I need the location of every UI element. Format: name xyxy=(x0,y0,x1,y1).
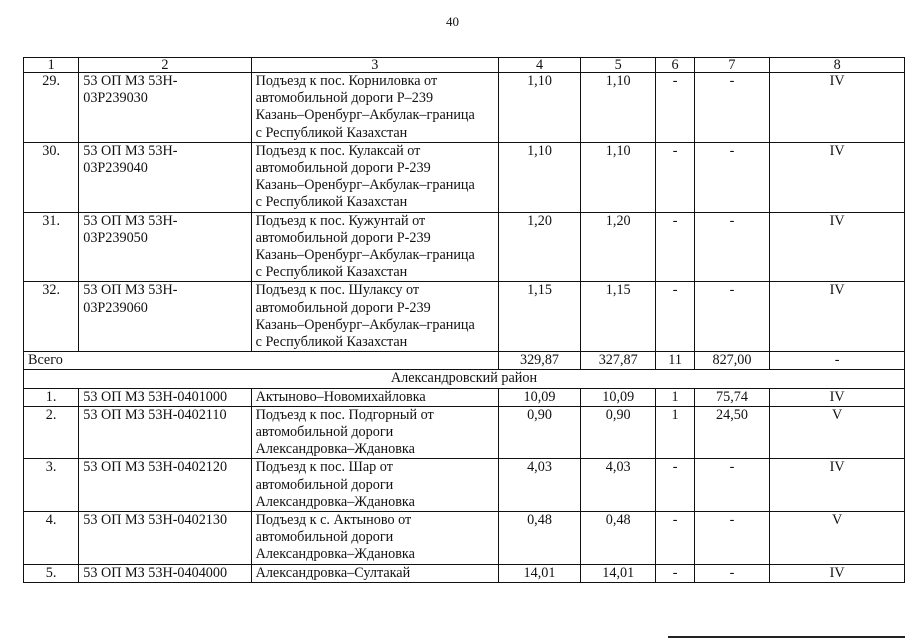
row-number: 3. xyxy=(24,459,79,512)
road-name-line: Александровка–Ждановка xyxy=(255,546,415,563)
table-row xyxy=(24,512,905,565)
road-code-line: 53 ОП МЗ 53Н- xyxy=(83,212,178,229)
table-row xyxy=(24,282,905,352)
road-name-line: Актыново–Новомихайловка xyxy=(255,388,426,405)
table-row xyxy=(24,212,905,282)
road-name-line: автомобильной дороги xyxy=(255,529,394,546)
road-name-line: Подъезд к пос. Подгорный от xyxy=(255,406,434,423)
value-col6: 1 xyxy=(656,406,694,459)
column-number: 6 xyxy=(656,58,694,73)
value-col5: 14,01 xyxy=(580,564,655,582)
column-number: 2 xyxy=(79,58,251,73)
road-name xyxy=(251,73,498,143)
road-name-line: Казань–Оренбург–Акбулак–граница xyxy=(255,177,475,194)
road-name-line: с Республикой Казахстан xyxy=(255,264,408,281)
row-number: 2. xyxy=(24,406,79,459)
value-col6: - xyxy=(656,459,694,512)
value-col7: 75,74 xyxy=(694,388,769,406)
road-code-line: 03Р239060 xyxy=(83,299,148,316)
column-number-row xyxy=(24,58,905,73)
road-name-line: Подъезд к пос. Корниловка от xyxy=(255,73,438,89)
road-name-line: с Республикой Казахстан xyxy=(255,124,408,141)
road-code-line: 53 ОП МЗ 53Н-0404000 xyxy=(83,564,228,581)
value-col6: - xyxy=(656,512,694,565)
road-code xyxy=(79,282,251,352)
total-row xyxy=(24,352,905,370)
total-col7: 827,00 xyxy=(694,352,769,370)
road-code-line: 03Р239050 xyxy=(83,229,148,246)
road-name xyxy=(251,564,498,582)
road-name-line: Казань–Оренбург–Акбулак–граница xyxy=(255,247,475,264)
road-code-line: 03Р239040 xyxy=(83,160,148,177)
road-name xyxy=(251,512,498,565)
road-name xyxy=(251,388,498,406)
road-code xyxy=(79,142,251,212)
road-code xyxy=(79,406,251,459)
value-col7: - xyxy=(694,212,769,282)
column-number: 7 xyxy=(694,58,769,73)
value-col4: 1,10 xyxy=(499,73,581,143)
value-col5: 1,10 xyxy=(580,73,655,143)
column-number: 1 xyxy=(24,58,79,73)
road-name-line: с Республикой Казахстан xyxy=(255,334,408,351)
road-name-line: автомобильной дороги Р-239 xyxy=(255,229,431,246)
road-name-line: Александровка–Ждановка xyxy=(255,441,415,458)
row-number: 29. xyxy=(24,73,79,143)
road-category: IV xyxy=(770,459,905,512)
road-name-line: Подъезд к пос. Шар от xyxy=(255,459,393,476)
table-row xyxy=(24,564,905,582)
road-code-line: 53 ОП МЗ 53Н-0402120 xyxy=(83,459,228,476)
value-col4: 0,90 xyxy=(499,406,581,459)
road-name-line: Александровка–Ждановка xyxy=(255,493,415,510)
value-col5: 1,10 xyxy=(580,142,655,212)
value-col7: - xyxy=(694,142,769,212)
road-code xyxy=(79,212,251,282)
road-name-line: Подъезд к с. Актыново от xyxy=(255,512,412,529)
road-name-line: автомобильной дороги Р-239 xyxy=(255,299,431,316)
road-category: IV xyxy=(770,142,905,212)
road-name-line: Казань–Оренбург–Акбулак–граница xyxy=(255,316,475,333)
value-col5: 4,03 xyxy=(580,459,655,512)
total-col4: 329,87 xyxy=(499,352,581,370)
road-name xyxy=(251,212,498,282)
value-col7: - xyxy=(694,459,769,512)
value-col5: 1,15 xyxy=(580,282,655,352)
road-name-line: Александровка–Султакай xyxy=(255,564,411,581)
road-name-line: автомобильной дороги xyxy=(255,476,394,493)
value-col6: - xyxy=(656,282,694,352)
road-name xyxy=(251,282,498,352)
road-code-line: 53 ОП МЗ 53Н- xyxy=(83,73,178,89)
road-category: IV xyxy=(770,282,905,352)
road-category: V xyxy=(770,406,905,459)
row-number: 5. xyxy=(24,564,79,582)
road-name-line: Казань–Оренбург–Акбулак–граница xyxy=(255,107,475,124)
district-heading: Александровский район xyxy=(24,370,905,388)
total-label: Всего xyxy=(24,352,499,370)
road-code-line: 53 ОП МЗ 53Н- xyxy=(83,142,178,159)
road-code-line: 03Р239030 xyxy=(83,90,148,107)
row-number: 4. xyxy=(24,512,79,565)
value-col6: - xyxy=(656,564,694,582)
value-col6: - xyxy=(656,73,694,143)
row-number: 1. xyxy=(24,388,79,406)
value-col6: 1 xyxy=(656,388,694,406)
total-col5: 327,87 xyxy=(580,352,655,370)
table-row xyxy=(24,388,905,406)
road-name-line: Подъезд к пос. Кужунтай от xyxy=(255,212,426,229)
road-category: IV xyxy=(770,388,905,406)
row-number: 31. xyxy=(24,212,79,282)
value-col5: 1,20 xyxy=(580,212,655,282)
page-number: 40 xyxy=(446,14,459,29)
value-col4: 1,20 xyxy=(499,212,581,282)
value-col7: - xyxy=(694,512,769,565)
road-name-line: Подъезд к пос. Кулаксай от xyxy=(255,142,421,159)
value-col4: 1,15 xyxy=(499,282,581,352)
district-heading-row xyxy=(24,370,905,388)
table-row xyxy=(24,142,905,212)
value-col4: 14,01 xyxy=(499,564,581,582)
total-col6: 11 xyxy=(656,352,694,370)
road-category: V xyxy=(770,512,905,565)
road-name xyxy=(251,459,498,512)
value-col5: 10,09 xyxy=(580,388,655,406)
road-category: IV xyxy=(770,212,905,282)
table-row xyxy=(24,406,905,459)
value-col6: - xyxy=(656,212,694,282)
column-number: 5 xyxy=(580,58,655,73)
column-number: 3 xyxy=(251,58,498,73)
value-col5: 0,90 xyxy=(580,406,655,459)
value-col4: 0,48 xyxy=(499,512,581,565)
value-col5: 0,48 xyxy=(580,512,655,565)
road-code xyxy=(79,73,251,143)
road-code-line: 53 ОП МЗ 53Н-0402130 xyxy=(83,512,228,529)
value-col7: - xyxy=(694,564,769,582)
road-name-line: автомобильной дороги Р–239 xyxy=(255,90,434,107)
column-number: 4 xyxy=(499,58,581,73)
column-number: 8 xyxy=(770,58,905,73)
road-code-line: 53 ОП МЗ 53Н- xyxy=(83,282,178,299)
road-name-line: с Республикой Казахстан xyxy=(255,194,408,211)
road-category: IV xyxy=(770,73,905,143)
table-body xyxy=(24,58,905,583)
road-code-line: 53 ОП МЗ 53Н-0401000 xyxy=(83,388,228,405)
row-number: 32. xyxy=(24,282,79,352)
value-col4: 10,09 xyxy=(499,388,581,406)
value-col6: - xyxy=(656,142,694,212)
road-code xyxy=(79,388,251,406)
table-row xyxy=(24,73,905,143)
value-col7: 24,50 xyxy=(694,406,769,459)
road-code-line: 53 ОП МЗ 53Н-0402110 xyxy=(83,406,227,423)
value-col7: - xyxy=(694,282,769,352)
road-code xyxy=(79,459,251,512)
road-code xyxy=(79,564,251,582)
table-row xyxy=(24,459,905,512)
road-name-line: Подъезд к пос. Шулаксу от xyxy=(255,282,420,299)
value-col7: - xyxy=(694,73,769,143)
road-category: IV xyxy=(770,564,905,582)
bottom-edge-line xyxy=(668,636,905,638)
road-name xyxy=(251,406,498,459)
roads-table xyxy=(23,57,905,583)
value-col4: 4,03 xyxy=(499,459,581,512)
road-name xyxy=(251,142,498,212)
road-code xyxy=(79,512,251,565)
value-col4: 1,10 xyxy=(499,142,581,212)
road-name-line: автомобильной дороги xyxy=(255,424,394,441)
row-number: 30. xyxy=(24,142,79,212)
road-name-line: автомобильной дороги Р-239 xyxy=(255,160,431,177)
total-col8: - xyxy=(770,352,905,370)
